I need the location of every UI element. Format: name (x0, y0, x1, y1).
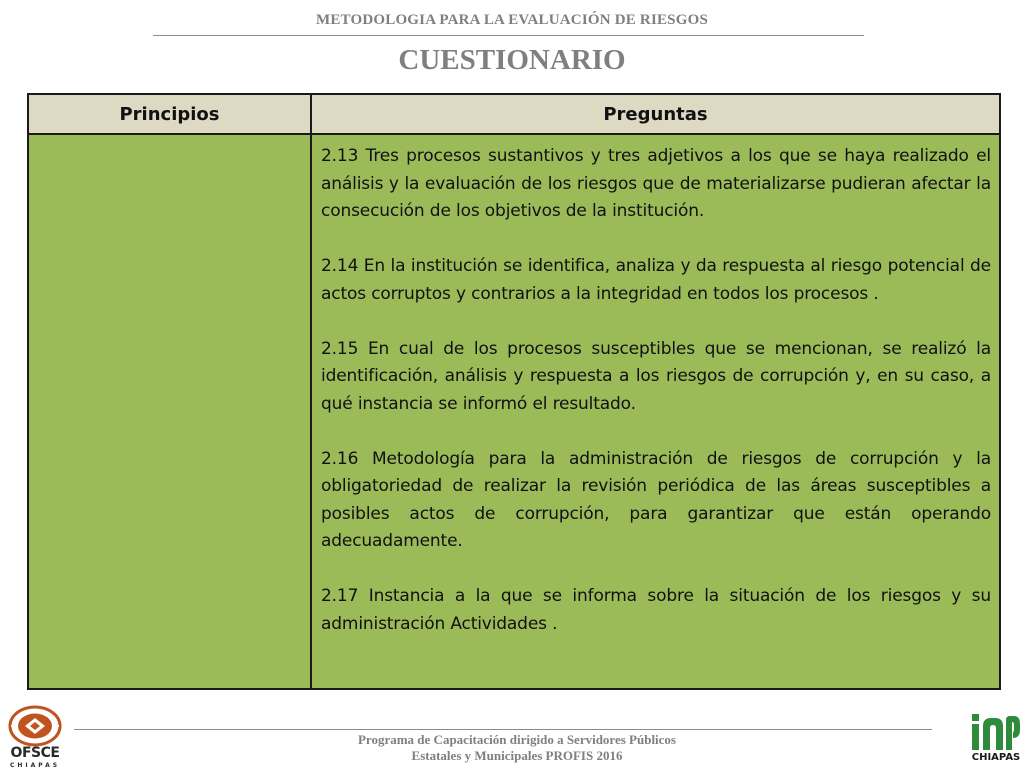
header-divider (153, 35, 864, 36)
iap-logo-name: CHIAPAS (971, 752, 1021, 763)
question-2-13: 2.13 Tres procesos sustantivos y tres adjetivos a los que se haya realizado el análisis y la evaluación de los riesgos que de materializarse pudieran afectar la consecución de los objetivos de la institución. (321, 146, 991, 221)
principios-cell (29, 135, 312, 688)
footer-line-2: Estatales y Municipales PROFIS 2016 (411, 748, 623, 763)
question-2-14: 2.14 En la institución se identifica, analiza y da respuesta al riesgo potencial de actos corruptos y contrarios a la integridad en todos los procesos . (321, 256, 991, 304)
header-title: METODOLOGIA PARA LA EVALUACIÓN DE RIESGOS (315, 12, 709, 28)
iap-mark-icon (970, 712, 1022, 752)
ofsce-logo-sub: CHIAPAS (9, 762, 61, 769)
iap-chiapas-logo (968, 712, 1024, 768)
page-title: CUESTIONARIO (398, 44, 626, 76)
ofsce-logo-name: OFSCE (10, 745, 60, 761)
question-2-16: 2.16 Metodología para la administración de riesgos de corrupción y la obligatoriedad de realizar la revisión periódica de las áreas susceptibles a posibles actos de corrupción, para garantizar que están operando adecuadamente. (321, 448, 991, 551)
footer-program-text (0, 732, 1024, 764)
footer-line-1: Programa de Capacitación dirigido a Servidores Públicos (357, 732, 676, 747)
column-header-principios: Principios (29, 95, 312, 135)
question-2-15: 2.15 En cual de los procesos susceptibles que se mencionan, se realizó la identificación, análisis y respuesta a los riesgos de corrupción y, en su caso, a qué instancia se informó el resultado. (321, 338, 991, 414)
footer-divider (74, 729, 932, 730)
questionnaire-table (27, 93, 1001, 690)
column-header-preguntas: Preguntas (312, 95, 999, 135)
preguntas-cell (312, 135, 999, 688)
question-2-17: 2.17 Instancia a la que se informa sobre la situación de los riesgos y su administración Actividades . (321, 586, 991, 634)
